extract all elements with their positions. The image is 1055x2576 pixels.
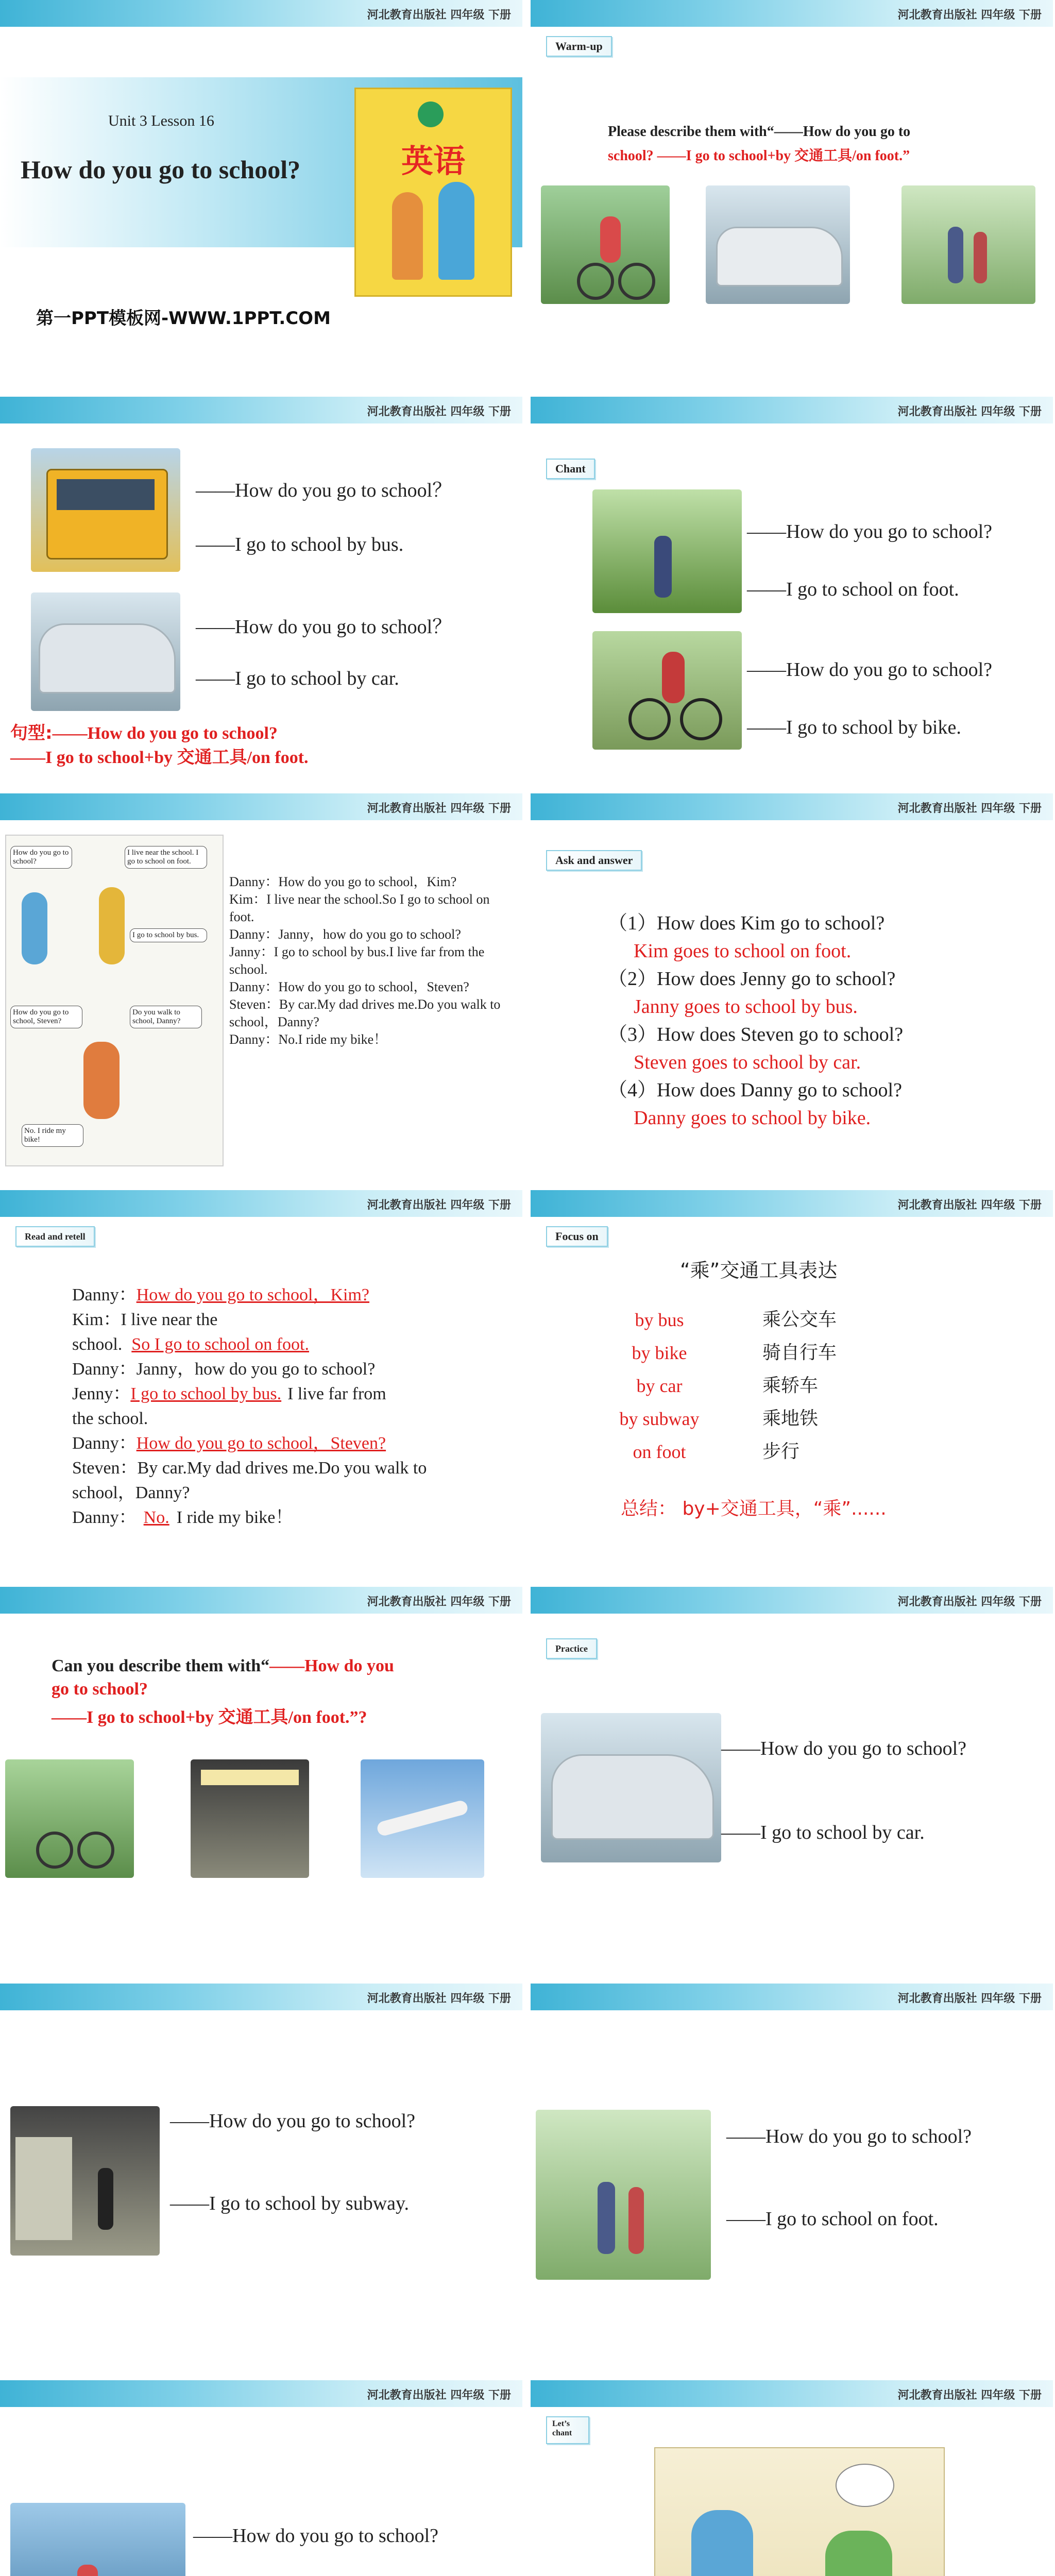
publisher-label: 河北教育出版社 四年级 下册 <box>367 1596 511 1608</box>
subway-light <box>201 1770 299 1785</box>
bike-wheel <box>77 1832 114 1869</box>
dialogue-line: Danny：No.I ride my bike！ <box>229 1032 387 1047</box>
photo-ship <box>10 2503 185 2576</box>
question-text: ——How do you go to school? <box>193 2525 439 2547</box>
vocab-cn: 乘公交车 <box>762 1309 837 1330</box>
car-body <box>716 227 843 286</box>
qa-question: （3）How does Steven go to school? <box>608 1024 904 1045</box>
photo-car <box>706 185 850 304</box>
slide-ask-answer <box>531 793 1053 1170</box>
bike-wheel <box>36 1832 73 1869</box>
cartoon-figure <box>83 1042 120 1119</box>
pattern-label: 句型: <box>10 723 53 743</box>
answer-text: ——I go to school by subway. <box>170 2193 410 2214</box>
qa-answer: Kim goes to school on foot. <box>634 940 852 962</box>
question-text: ——How do you go to school? <box>170 2110 416 2132</box>
speech-bubble: I go to school by bus. <box>130 928 207 942</box>
cartoon-figure <box>392 192 423 280</box>
vocab-en: on foot <box>633 1442 686 1462</box>
walker <box>598 2182 615 2254</box>
slide-header <box>0 397 522 423</box>
publisher-label: 河北教育出版社 四年级 下册 <box>897 1992 1042 2005</box>
car-body <box>39 623 176 693</box>
publisher-label: 河北教育出版社 四年级 下册 <box>897 1199 1042 1212</box>
bike-wheel <box>628 698 671 740</box>
publisher-label: 河北教育出版社 四年级 下册 <box>367 1992 511 2005</box>
retell-line: Steven：By car.My dad drives me.Do you walk to <box>72 1459 427 1478</box>
retell-line <box>72 1283 505 1308</box>
vocab-cn: 步行 <box>762 1441 800 1462</box>
dialogue-line: Steven：By car.My dad drives me.Do you walk to school，Danny? <box>229 997 501 1029</box>
dialogue-line: Kim：I live near the school.So I go to school on foot. <box>229 892 490 924</box>
instruction-line <box>52 1656 394 1676</box>
vocab-cn-column <box>762 1303 837 1468</box>
speaker: Danny： <box>72 1434 137 1453</box>
walker <box>628 2187 644 2254</box>
slide-header <box>531 397 1053 423</box>
dialogue-line: Danny：Janny，how do you go to school? <box>229 927 461 942</box>
subway-train <box>15 2137 72 2240</box>
speech-bubble: I live near the school. I go to school on foot. <box>125 846 207 869</box>
vocab-cn: 骑自行车 <box>762 1342 837 1363</box>
speaker: Danny： <box>72 1285 137 1304</box>
publisher-label: 河北教育出版社 四年级 下册 <box>367 802 511 815</box>
publisher-label: 河北教育出版社 四年级 下册 <box>897 2389 1042 2402</box>
retell-text: I ride my bike！ <box>176 1508 293 1527</box>
bike-wheel <box>577 263 614 300</box>
thought-bubble <box>836 2464 894 2507</box>
qa-answer: Janny goes to school by bus. <box>634 996 858 1018</box>
blank-answer: I go to school by bus. <box>130 1384 282 1403</box>
answer-text: ——I go to school by car. <box>196 668 399 689</box>
question-text: ——How do you go to school? <box>726 2126 972 2147</box>
answer-text: ——I go to school on foot. <box>747 579 959 600</box>
vocab-en: by car <box>636 1376 683 1396</box>
publisher-label: 河北教育出版社 四年级 下册 <box>897 1596 1042 1608</box>
speech-bubble: Do you walk to school, Danny? <box>130 1006 202 1028</box>
answer-text: ——I go to school on foot. <box>726 2208 939 2230</box>
answer-text: ——I go to school by bike. <box>747 717 961 738</box>
instruction-text: Can you describe them with“ <box>52 1656 270 1675</box>
retell-line <box>72 1505 505 1530</box>
pattern-question-text: ——How do you go to school? <box>52 724 278 743</box>
retell-line: Kim：I live near the <box>72 1310 218 1329</box>
slide-header <box>531 1587 1053 1614</box>
slide-practice <box>531 1587 1053 1963</box>
photo-boy-bike <box>592 631 742 750</box>
slide-header <box>0 1984 522 2010</box>
photo-people-walking <box>536 2110 711 2280</box>
illustration-panel <box>654 2447 945 2576</box>
vocab-en: by bus <box>635 1310 684 1330</box>
answer-text: ——I go to school by bus. <box>196 534 404 555</box>
section-tag: Warm-up <box>546 36 612 57</box>
vocab-en-column <box>600 1303 719 1468</box>
publisher-label: 河北教育出版社 四年级 下册 <box>897 9 1042 22</box>
instruction-line: go to school? <box>52 1680 148 1699</box>
photo-boy-bike <box>5 1759 134 1878</box>
photo-car <box>31 592 180 711</box>
walker <box>948 227 963 283</box>
slide-header <box>0 0 522 27</box>
slide-header <box>531 0 1053 27</box>
instruction-line <box>608 124 910 140</box>
retell-line: school，Danny? <box>72 1483 190 1502</box>
qa-question: （4）How does Danny go to school? <box>608 1079 902 1101</box>
question-text: ——How do you go to school? <box>747 659 993 681</box>
unit-label: Unit 3 Lesson 16 <box>108 112 214 129</box>
qa-answer: Steven goes to school by car. <box>634 1052 861 1073</box>
rider <box>662 652 685 703</box>
airplane-body <box>376 1799 469 1837</box>
slide-lets-chant <box>531 2380 1053 2576</box>
vocab-cn: 乘地铁 <box>762 1408 819 1429</box>
photo-bus <box>31 448 180 572</box>
retell-line <box>72 1332 505 1357</box>
section-tag: Let’s chant <box>546 2416 589 2444</box>
walker <box>974 232 987 283</box>
section-tag: Chant <box>546 459 595 479</box>
qa-answer: Danny goes to school by bike. <box>634 1107 871 1129</box>
page-title: How do you go to school? <box>21 155 301 184</box>
question-text: ——How do you go to school? <box>747 521 993 543</box>
publisher-label: 河北教育出版社 四年级 下册 <box>897 405 1042 418</box>
photo-car <box>541 1713 721 1862</box>
question-text: ——How do you go to school？ <box>196 480 452 501</box>
section-tag: Read and retell <box>15 1226 95 1247</box>
slide-header <box>0 1190 522 1217</box>
publisher-label: 河北教育出版社 四年级 下册 <box>897 802 1042 815</box>
bike-wheel <box>680 698 722 740</box>
instruction-highlight: ——How do you <box>269 1656 394 1675</box>
bike-wheel <box>618 263 655 300</box>
instruction-text: Please describe them with“——How do you go to <box>608 124 911 140</box>
slide-bus-car <box>0 397 522 773</box>
vocab-cn: 乘轿车 <box>762 1375 819 1396</box>
section-tag: Focus on <box>546 1226 608 1247</box>
instruction-line: school? ——I go to school+by 交通工具/on foot.” <box>608 148 910 164</box>
retell-line: Danny：Janny，how do you go to school? <box>72 1360 376 1379</box>
section-tag: Ask and answer <box>546 850 642 871</box>
retell-text: school. <box>72 1335 123 1354</box>
section-tag: Practice <box>546 1638 597 1659</box>
retell-line: the school. <box>72 1409 148 1428</box>
comic-panels <box>5 835 224 1166</box>
question-text: ——How do you go to school？ <box>196 616 452 638</box>
blank-answer: How do you go to school，Steven? <box>136 1434 386 1453</box>
slide-header <box>0 793 522 820</box>
slide-on-foot <box>531 1984 1053 2360</box>
photo-people-walking <box>592 489 742 613</box>
passenger <box>77 2565 98 2576</box>
publisher-label: 河北教育出版社 四年级 下册 <box>367 405 511 418</box>
focus-title: “乘”交通工具表达 <box>680 1259 838 1282</box>
photo-people-walking <box>901 185 1035 304</box>
retell-line <box>72 1431 505 1456</box>
instruction-line: ——I go to school+by 交通工具/on foot.”? <box>52 1708 367 1727</box>
dialogue-line: Danny：How do you go to school，Steven? <box>229 979 469 994</box>
dialogue-line: Janny：I go to school by bus.I live far from the school. <box>229 944 485 977</box>
slide-title <box>0 0 522 376</box>
vocab-en: by subway <box>619 1409 700 1429</box>
slide-dialogue <box>0 793 522 1170</box>
passenger <box>98 2168 113 2230</box>
publisher-label: 河北教育出版社 四年级 下册 <box>367 9 511 22</box>
retell-text: I live far from <box>287 1384 386 1403</box>
blank-answer: No. <box>143 1508 169 1527</box>
photo-boy-bike <box>541 185 670 304</box>
bus-window <box>57 479 155 510</box>
watermark: 第一PPT模板网-WWW.1PPT.COM <box>36 308 331 329</box>
retell-line <box>72 1382 505 1406</box>
qa-question: （2）How does Jenny go to school? <box>608 968 896 990</box>
slide-header <box>531 1984 1053 2010</box>
slide-chant <box>531 397 1053 773</box>
photo-subway <box>191 1759 309 1878</box>
cartoon-figure <box>22 892 47 964</box>
dialogue-line: Danny：How do you go to school，Kim? <box>229 874 457 889</box>
speech-bubble: How do you go to school, Steven? <box>10 1006 82 1028</box>
cartoon-figure <box>438 182 474 280</box>
speech-bubble: No. I ride my bike! <box>22 1124 83 1147</box>
slide-header <box>531 1190 1053 1217</box>
slide-subway <box>0 1984 522 2360</box>
walker <box>654 536 672 598</box>
pattern-answer: ——I go to school+by 交通工具/on foot. <box>10 748 309 767</box>
cartoon-figure <box>825 2531 892 2576</box>
cartoon-figure <box>691 2510 753 2576</box>
answer-text: ——I go to school by car. <box>721 1822 925 1843</box>
slide-header <box>531 793 1053 820</box>
blank-answer: How do you go to school，Kim? <box>136 1285 370 1304</box>
publisher-label: 河北教育出版社 四年级 下册 <box>367 1199 511 1212</box>
slide-warm-up <box>531 0 1053 376</box>
book-logo <box>418 101 444 127</box>
car-body <box>551 1754 714 1840</box>
qa-list <box>608 909 903 1132</box>
pattern-question <box>10 719 278 744</box>
slide-header <box>0 1587 522 1614</box>
summary-text: 总结： by+交通工具，“乘”...... <box>621 1498 887 1519</box>
textbook-title: 英语 <box>401 142 466 180</box>
question-text: ——How do you go to school? <box>721 1738 967 1759</box>
publisher-label: 河北教育出版社 四年级 下册 <box>367 2389 511 2402</box>
retell-block <box>72 1283 505 1530</box>
slide-read-retell <box>0 1190 522 1566</box>
speaker: Danny： <box>72 1508 137 1527</box>
dialogue-block <box>229 873 510 1048</box>
slide-focus-on <box>531 1190 1053 1566</box>
textbook-cover <box>354 88 512 297</box>
slide-describe <box>0 1587 522 1963</box>
photo-airplane <box>361 1759 484 1878</box>
slide-header <box>531 2380 1053 2407</box>
photo-subway <box>10 2106 160 2256</box>
speech-bubble: How do you go to school? <box>10 846 72 869</box>
slide-ship <box>0 2380 522 2576</box>
speaker: Jenny： <box>72 1384 131 1403</box>
cartoon-figure <box>99 887 125 964</box>
qa-question: （1）How does Kim go to school? <box>608 912 885 934</box>
vocab-en: by bike <box>632 1343 687 1363</box>
rider <box>600 216 621 263</box>
blank-answer: So I go to school on foot. <box>131 1335 309 1354</box>
slide-header <box>0 2380 522 2407</box>
